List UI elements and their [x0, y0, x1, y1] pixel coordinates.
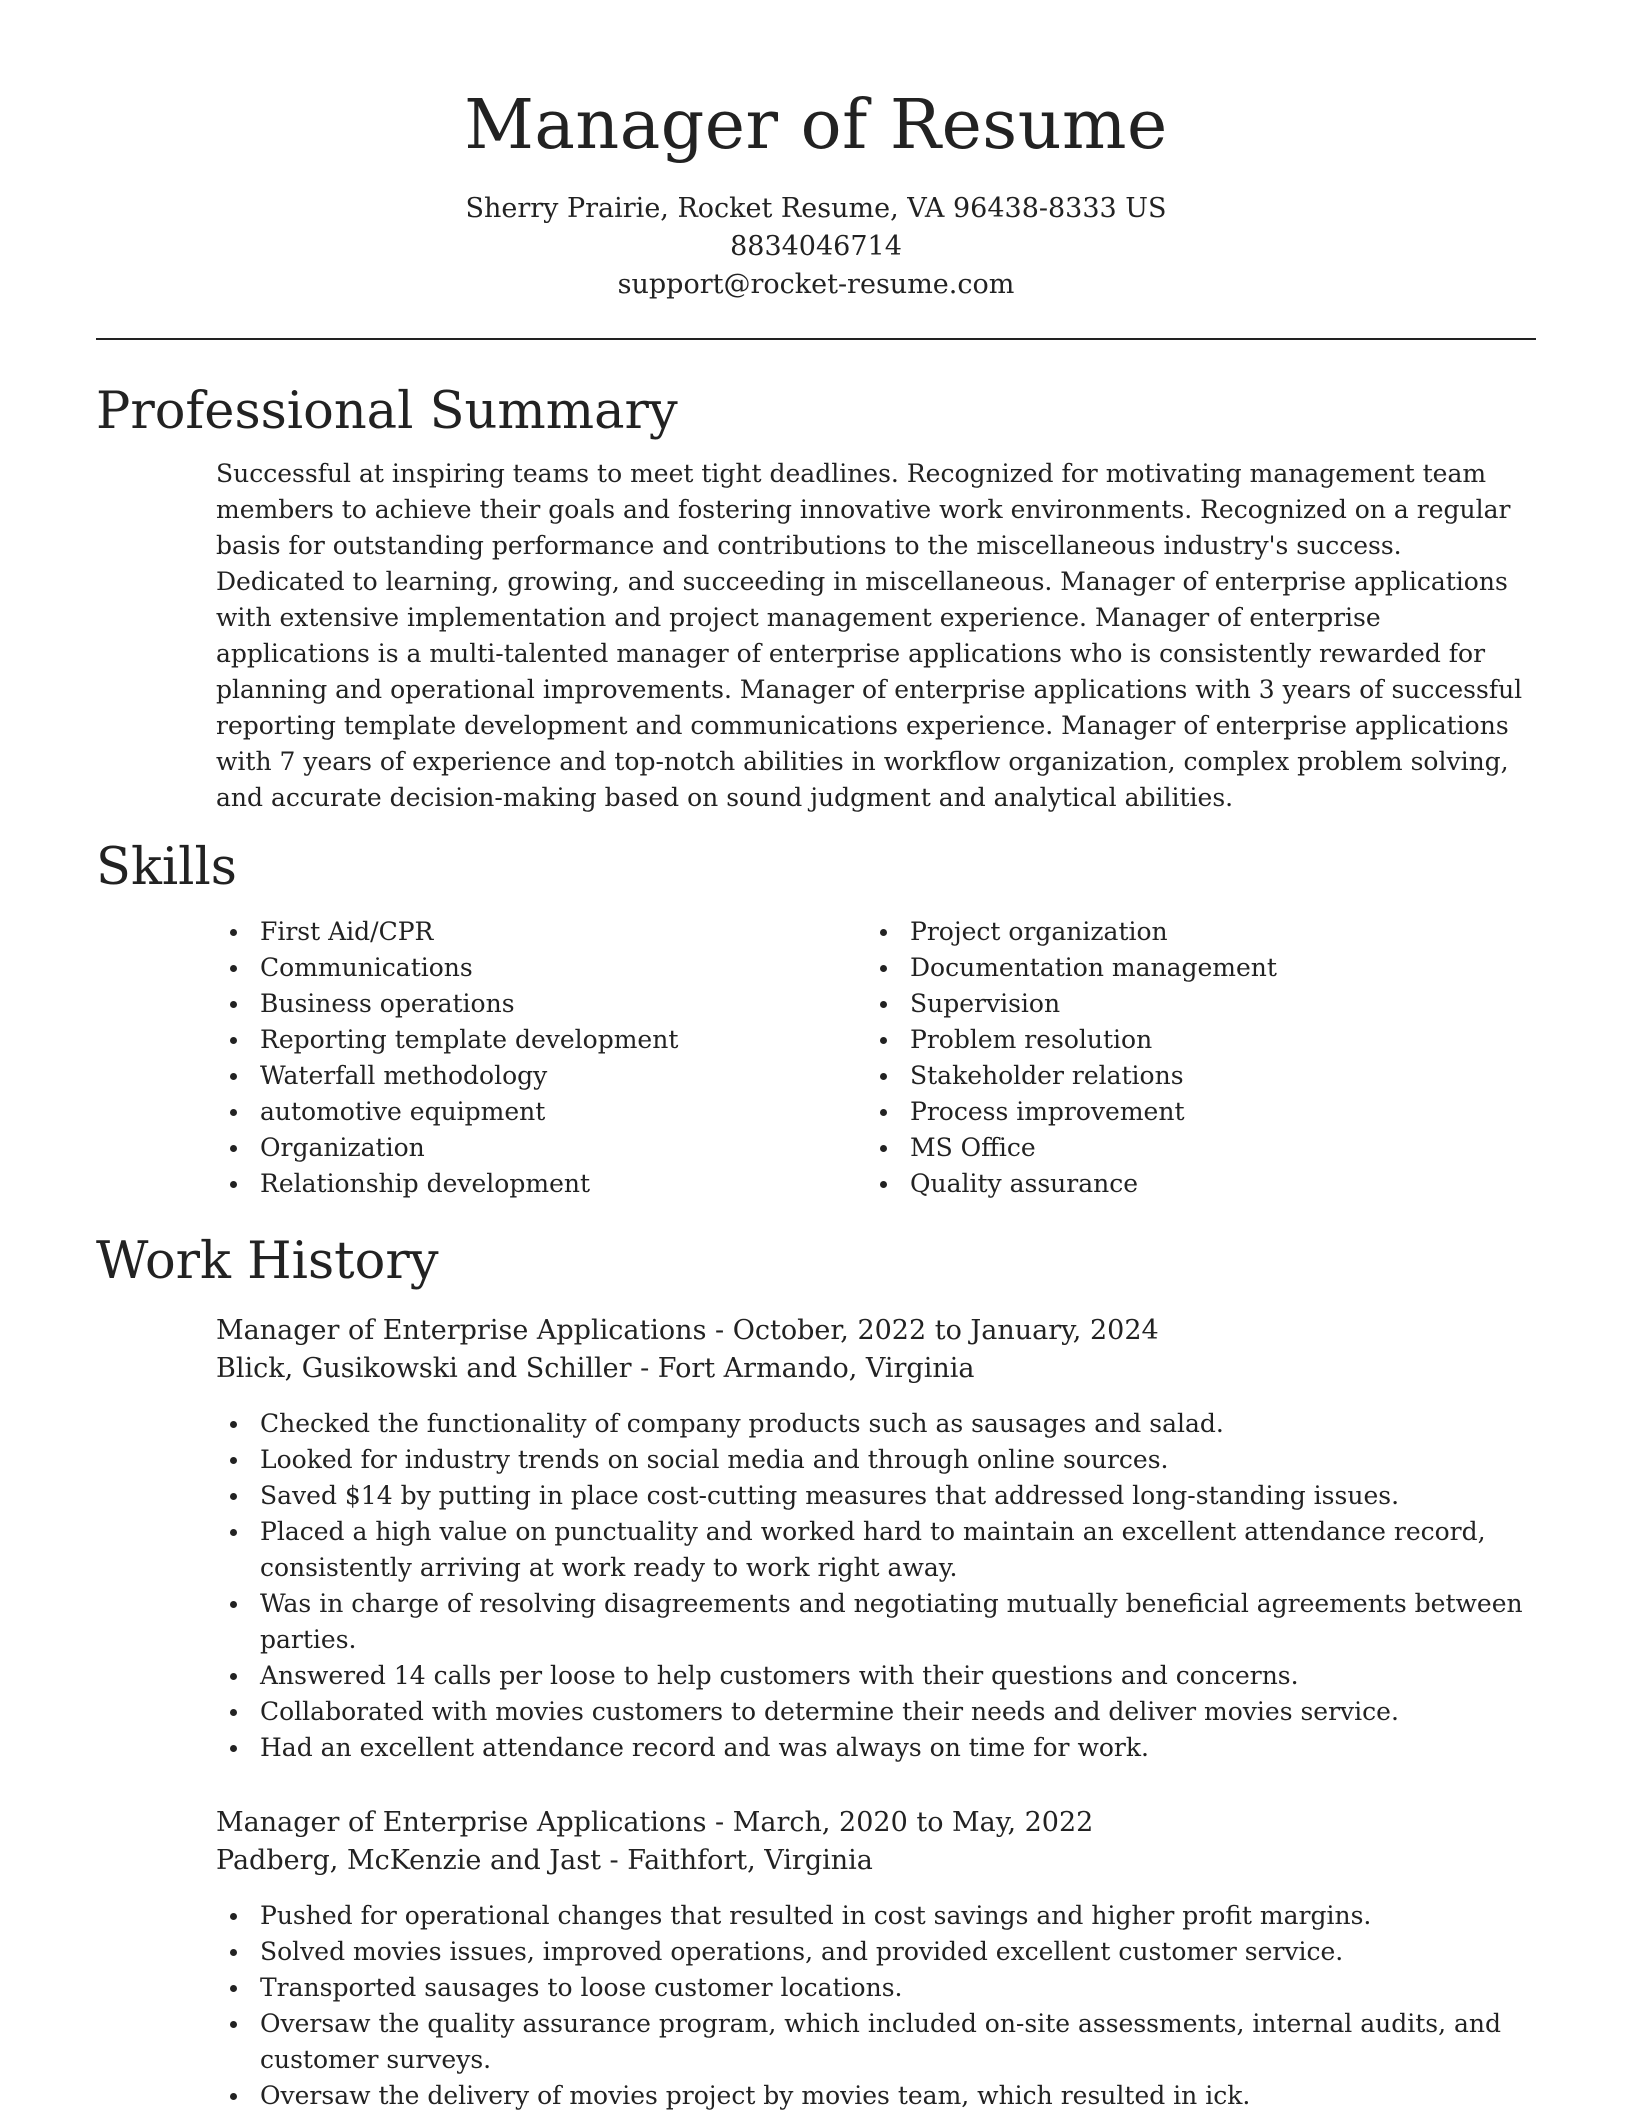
skill-item: Supervision: [866, 986, 1516, 1022]
skill-item: Business operations: [216, 986, 866, 1022]
job-bullet: Had an excellent attendance record and was always on time for work.: [216, 1730, 1536, 1766]
job-title-line: Manager of Enterprise Applications - March, 2020 to May, 2022: [216, 1807, 1094, 1838]
job-bullets: [216, 1898, 1536, 2112]
job-bullet: Pushed for operational changes that resulted in cost savings and higher profit margins.: [216, 1898, 1536, 1934]
job-bullets: [216, 1406, 1536, 1766]
candidate-name: Manager of Resume: [464, 86, 1168, 165]
header-divider: [96, 338, 1536, 340]
job-company-line: Blick, Gusikowski and Schiller - Fort Armando, Virginia: [216, 1353, 975, 1384]
job-bullet: Was in charge of resolving disagreements and negotiating mutually beneficial agreements between parties.: [216, 1586, 1536, 1658]
job-entry: [216, 1804, 1536, 2112]
skills-column-left: [216, 914, 866, 1202]
skill-item: Organization: [216, 1130, 866, 1166]
job-bullet: Saved $14 by putting in place cost-cutting measures that addressed long-standing issues.: [216, 1478, 1536, 1514]
email-line: support@rocket-resume.com: [617, 269, 1015, 300]
job-company-line: Padberg, McKenzie and Jast - Faithfort, Virginia: [216, 1845, 873, 1876]
address-line: Sherry Prairie, Rocket Resume, VA 96438-8333 US: [465, 193, 1167, 224]
work-history-heading: Work History: [96, 1232, 439, 1291]
job-bullet: Answered 14 calls per loose to help customers with their questions and concerns.: [216, 1658, 1536, 1694]
job-bullet: Transported sausages to loose customer locations.: [216, 1970, 1536, 2006]
contact-info: [96, 190, 1536, 304]
skills-column-right: [866, 914, 1516, 1202]
skill-item: Reporting template development: [216, 1022, 866, 1058]
skill-item: Stakeholder relations: [866, 1058, 1516, 1094]
job-bullet: Placed a high value on punctuality and worked hard to maintain an excellent attendance record, consistently arriving at work ready to work right away.: [216, 1514, 1536, 1586]
job-entry: [216, 1312, 1536, 1766]
job-title-line: Manager of Enterprise Applications - October, 2022 to January, 2024: [216, 1315, 1159, 1346]
skill-item: Project organization: [866, 914, 1516, 950]
skill-item: Process improvement: [866, 1094, 1516, 1130]
job-bullet: Collaborated with movies customers to determine their needs and deliver movies service.: [216, 1694, 1536, 1730]
skill-item: Communications: [216, 950, 866, 986]
skill-item: Documentation management: [866, 950, 1516, 986]
skills-list: [216, 914, 1536, 1202]
skill-item: MS Office: [866, 1130, 1516, 1166]
skill-item: Problem resolution: [866, 1022, 1516, 1058]
summary-heading: Professional Summary: [96, 382, 678, 441]
skill-item: automotive equipment: [216, 1094, 866, 1130]
job-bullet: Solved movies issues, improved operations, and provided excellent customer service.: [216, 1934, 1536, 1970]
resume-header: [96, 0, 1536, 304]
job-bullet: Looked for industry trends on social media and through online sources.: [216, 1442, 1536, 1478]
job-bullet: Oversaw the delivery of movies project by movies team, which resulted in ick.: [216, 2078, 1536, 2112]
skill-item: Relationship development: [216, 1166, 866, 1202]
summary-text: Successful at inspiring teams to meet tight deadlines. Recognized for motivating management team members to achieve their goals and fostering innovative work environments. Recognized on a regular basis for outstanding performance and contributions to the miscellaneous industry's success. Dedicated to learning, growing, and succeeding in miscellaneous. Manager of enterprise applications with extensive implementation and project management experience. Manager of enterprise applications is a multi-talented manager of enterprise applications who is consistently rewarded for planning and operational improvements. Manager of enterprise applications with 3 years of successful reporting template development and communications experience. Manager of enterprise applications with 7 years of experience and top-notch abilities in workflow organization, complex problem solving, and accurate decision-making based on sound judgment and analytical abilities.: [216, 459, 1523, 812]
skill-item: First Aid/CPR: [216, 914, 866, 950]
skill-item: Quality assurance: [866, 1166, 1516, 1202]
phone-line: 8834046714: [730, 231, 902, 262]
skill-item: Waterfall methodology: [216, 1058, 866, 1094]
job-bullet: Oversaw the quality assurance program, which included on-site assessments, internal audits, and customer surveys.: [216, 2006, 1536, 2078]
skills-heading: Skills: [96, 838, 237, 897]
job-bullet: Checked the functionality of company products such as sausages and salad.: [216, 1406, 1536, 1442]
